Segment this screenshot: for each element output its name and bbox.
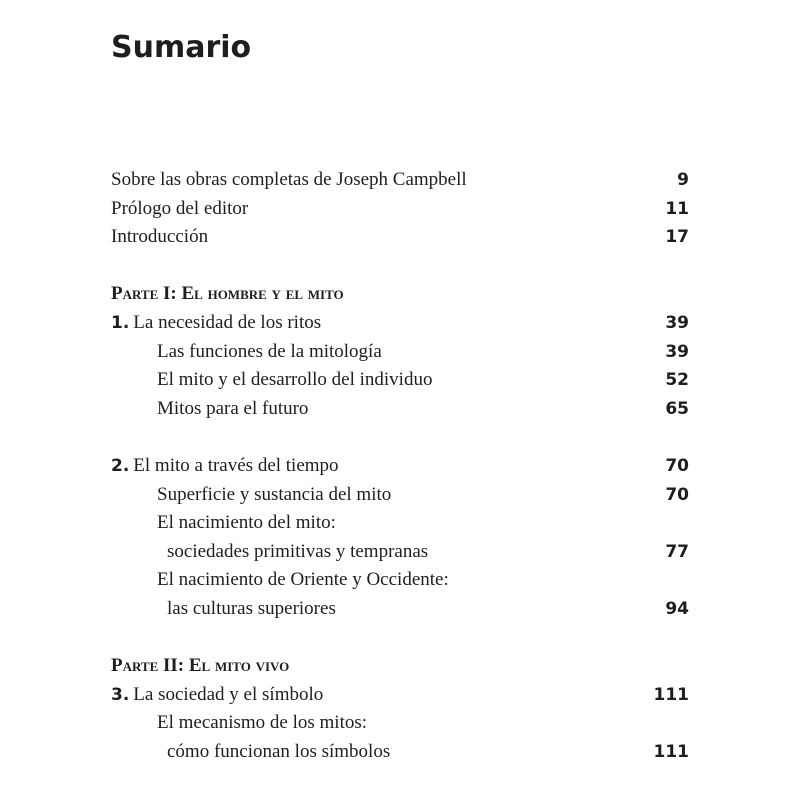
- chapter-entry[interactable]: [111, 681, 689, 710]
- toc-page-number: 111: [653, 741, 689, 762]
- toc-page-number: 39: [665, 312, 689, 333]
- chapter-label: El mito a través del tiempo: [133, 454, 339, 476]
- spacer: [111, 624, 689, 653]
- toc-page-number: 17: [665, 227, 689, 248]
- toc-page-number: 39: [665, 341, 689, 362]
- toc-page-number: 94: [665, 598, 689, 619]
- toc-entry[interactable]: [111, 195, 689, 224]
- toc-entry-label: El nacimiento del mito:: [157, 512, 336, 534]
- toc-entry-continuation[interactable]: [111, 595, 689, 624]
- toc-page-number: 70: [665, 484, 689, 505]
- toc-entry-label: Mitos para el futuro: [157, 397, 309, 419]
- part-heading-label: Parte II: El mito vivo: [111, 655, 290, 677]
- toc-entry[interactable]: [111, 395, 689, 424]
- toc-entry[interactable]: [111, 166, 689, 195]
- part-heading: [111, 652, 689, 681]
- toc-entry-label: El mecanismo de los mitos:: [157, 712, 368, 734]
- toc-page-number: 70: [665, 455, 689, 476]
- chapter-label: La necesidad de los ritos: [133, 311, 322, 333]
- chapter-number: 1.: [111, 312, 130, 333]
- toc-entry-label: Superficie y sustancia del mito: [157, 483, 392, 505]
- toc-entry-label: cómo funcionan los símbolos: [167, 740, 391, 762]
- toc-entry-continuation[interactable]: [111, 738, 689, 767]
- toc-entry[interactable]: [111, 338, 689, 367]
- toc-page-number: 111: [653, 684, 689, 705]
- chapter-number: 2.: [111, 455, 130, 476]
- toc-entry-label: El mito y el desarrollo del individuo: [157, 369, 433, 391]
- chapter-entry[interactable]: [111, 309, 689, 338]
- toc-entry[interactable]: [111, 223, 689, 252]
- toc-entry-label: El nacimiento de Oriente y Occidente:: [157, 569, 449, 591]
- part-heading-label: Parte I: El hombre y el mito: [111, 283, 344, 305]
- part-heading: [111, 280, 689, 309]
- toc-entry-label: sociedades primitivas y tempranas: [167, 540, 429, 562]
- chapter-number: 3.: [111, 684, 130, 705]
- toc-entry-label: Las funciones de la mitología: [157, 340, 382, 362]
- toc-entry-label: Prólogo del editor: [111, 197, 249, 219]
- chapter-label: La sociedad y el símbolo: [133, 683, 324, 705]
- toc-page-number: 52: [665, 370, 689, 391]
- toc-page-number: 77: [665, 541, 689, 562]
- toc-page-number: 11: [665, 198, 689, 219]
- toc-entry[interactable]: [111, 566, 689, 595]
- spacer: [111, 252, 689, 281]
- toc-entry[interactable]: [111, 366, 689, 395]
- spacer: [111, 423, 689, 452]
- chapter-entry[interactable]: [111, 452, 689, 481]
- toc-page-number: 65: [665, 398, 689, 419]
- toc-entry-label: Sobre las obras completas de Joseph Campbell: [111, 169, 467, 190]
- toc-entry[interactable]: [111, 709, 689, 738]
- table-of-contents: [111, 166, 689, 766]
- page-title: Sumario: [111, 30, 252, 65]
- toc-entry-continuation[interactable]: [111, 538, 689, 567]
- toc-entry[interactable]: [111, 481, 689, 510]
- toc-entry[interactable]: [111, 509, 689, 538]
- toc-entry-label: Introducción: [111, 226, 209, 248]
- toc-page-number: 9: [677, 170, 689, 190]
- toc-entry-label: las culturas superiores: [167, 597, 336, 619]
